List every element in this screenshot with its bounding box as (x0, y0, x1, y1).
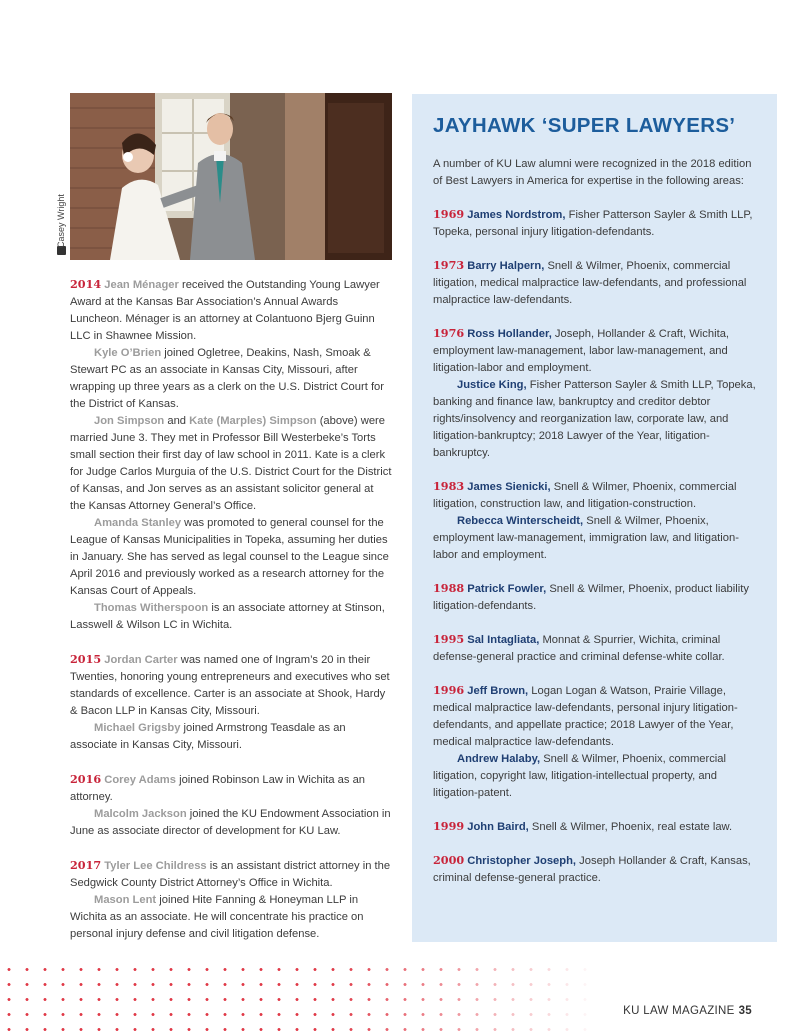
entry-name: James Sienicki, (467, 481, 551, 493)
wedding-photo-image (70, 93, 392, 260)
photo-credit (56, 180, 68, 260)
note-text: (above) were married June 3. They met in Professor Bill Westerbeke’s Torts small section their first day of law school in 2011. Kate is a clerk for Judge Carlos Murguia of the U.S. District Court for the District of Kansas, and Jon serves as an assistant solicitor general at the Kansas Attorney General’s Office. (70, 415, 392, 512)
entry-year: 1999 (433, 819, 465, 833)
note-year: 2017 (70, 858, 102, 872)
lawyer-entry-2000 (433, 852, 757, 887)
photo-credit-text: Casey Wright (56, 194, 66, 248)
magazine-name: KU LAW MAGAZINE (623, 1005, 735, 1017)
entry-name: Justice King, (457, 379, 527, 391)
page-footer (623, 1005, 752, 1017)
entry-year: 2000 (433, 853, 465, 867)
note-name: Thomas Witherspoon (94, 602, 209, 614)
note-2016 (70, 771, 392, 806)
entry-text: Fisher Patterson Sayler & Smith LLP, Topeka, banking and finance law, bankruptcy and creditor debtor rights/insolvency and reorganization law, corporate law, and litigation-bankruptcy; 2018 Lawyer of the Year, litigation-bankruptcy. (433, 379, 756, 459)
wedding-photo (70, 93, 392, 260)
entry-name: Rebecca Winterscheidt, (457, 515, 584, 527)
entry-text: Snell & Wilmer, Phoenix, product liability litigation-defendants. (433, 583, 749, 612)
entry-text: Snell & Wilmer, Phoenix, commercial litigation, copyright law, litigation-intellectual property, and litigation-patent. (433, 753, 727, 799)
entry-text: Snell & Wilmer, Phoenix, employment law-management, immigration law, and litigation-labor and employment. (433, 515, 739, 561)
note-text: joined Robinson Law in Wichita as an attorney. (70, 774, 366, 803)
note-year: 2015 (70, 652, 102, 666)
entry-text: Monnat & Spurrier, Wichita, criminal defense-general practice and criminal defense-white collar. (433, 634, 725, 663)
entry-text: Fisher Patterson Sayler & Smith LLP, Topeka, personal injury litigation-defendants. (433, 209, 753, 238)
note-2015 (70, 651, 392, 720)
note-item (70, 413, 392, 515)
super-lawyers-sidebar (412, 94, 777, 942)
sidebar-title: JAYHAWK ‘SUPER LAWYERS’ (433, 114, 736, 137)
entry-text: Snell & Wilmer, Phoenix, commercial litigation, medical malpractice law-defendants, and professional malpractice law-defendants. (433, 260, 747, 306)
lawyer-entry-1976 (433, 325, 757, 462)
decorative-dot-pattern (0, 962, 600, 1035)
lawyer-entry-1988 (433, 580, 757, 615)
note-text: and (164, 415, 190, 427)
note-name: Jon Simpson (94, 415, 165, 427)
note-text: joined Armstrong Teasdale as an associate in Kansas City, Missouri. (70, 722, 346, 751)
note-name: Mason Lent (94, 894, 157, 906)
entry-name: Barry Halpern, (467, 260, 545, 272)
entry-name: Patrick Fowler, (467, 583, 547, 595)
entry-name: Andrew Halaby, (457, 753, 541, 765)
entry-year: 1976 (433, 326, 465, 340)
page-number: 35 (738, 1005, 752, 1017)
note-text: was promoted to general counsel for the League of Kansas Municipalities in Topeka, assuming her duties in January. She has served as legal counsel to the League since April 2016 and previously worked as a research attorney for the Kansas Court of Appeals. (70, 517, 389, 597)
lawyer-entry-1995 (433, 631, 757, 666)
entry-text: Snell & Wilmer, Phoenix, commercial litigation, construction law, and litigation-construction. (433, 481, 737, 510)
entry-name: James Nordstrom, (467, 209, 566, 221)
entry-name: Jeff Brown, (467, 685, 529, 697)
note-text: joined Hite Fanning & Honeyman LLP in Wichita as an associate. He will concentrate his practice on personal injury defense and civil litigation defense. (70, 894, 364, 940)
note-item (70, 720, 392, 754)
lawyer-entry-1996 (433, 682, 757, 802)
entry-name: John Baird, (467, 821, 529, 833)
class-notes-column (70, 276, 392, 943)
entry-name: Sal Intagliata, (467, 634, 540, 646)
note-item (70, 892, 392, 943)
note-item (70, 345, 392, 413)
note-year: 2016 (70, 772, 102, 786)
note-text: is an associate attorney at Stinson, Lasswell & Wilson LC in Wichita. (70, 602, 385, 631)
entry-year: 1969 (433, 207, 465, 221)
note-text: joined Ogletree, Deakins, Nash, Smoak & Stewart PC as an associate in Kansas City, Missouri, after wrapping up three years as a clerk on the U.S. District Court for the District of Kansas. (70, 347, 385, 410)
lawyer-entry-1999 (433, 818, 757, 836)
entry-name: Ross Hollander, (467, 328, 552, 340)
note-name: Kyle O’Brien (94, 347, 162, 359)
lawyer-entry-1983 (433, 478, 757, 564)
note-name: Tyler Lee Childress (104, 860, 207, 872)
note-year: 2014 (70, 277, 102, 291)
note-name: Malcolm Jackson (94, 808, 187, 820)
entry-text: Joseph, Hollander & Craft, Wichita, employment law-management, labor law-management, and litigation-labor and employment. (433, 328, 730, 374)
lawyer-entry-1969 (433, 206, 757, 241)
note-name: Jordan Carter (104, 654, 178, 666)
entry-year: 1996 (433, 683, 465, 697)
entry-text: Joseph Hollander & Craft, Kansas, criminal defense-general practice. (433, 855, 751, 884)
note-name: Jean Ménager (104, 279, 179, 291)
entry-year: 1995 (433, 632, 465, 646)
note-name: Amanda Stanley (94, 517, 182, 529)
note-2014 (70, 276, 392, 345)
entry-text: Snell & Wilmer, Phoenix, real estate law. (528, 821, 733, 833)
entry-text: Logan Logan & Watson, Prairie Village, medical malpractice law-defendants, personal injury litigation-defendants, and appellate practice; 2018 Lawyer of the Year, medical malpractice law-defendants. (433, 685, 738, 748)
entry-year: 1983 (433, 479, 465, 493)
entry-year: 1973 (433, 258, 465, 272)
note-name: Kate (Marples) Simpson (189, 415, 317, 427)
note-text: joined the KU Endowment Association in June as associate director of development for KU Law. (70, 808, 391, 837)
note-text: received the Outstanding Young Lawyer Award at the Kansas Bar Association’s Annual Awards Luncheon. Ménager is an attorney at Colantuono Bjerg Guinn LLC in Shawnee Mission. (70, 279, 380, 342)
note-text: was named one of Ingram’s 20 in their Twenties, honoring young entrepreneurs and executives who set standards of excellence. Carter is an associate at Shook, Hardy & Bacon LLP in Kansas City, Missouri. (70, 654, 390, 717)
lawyer-entry-1973 (433, 257, 757, 309)
entry-year: 1988 (433, 581, 465, 595)
note-item (70, 515, 392, 600)
note-name: Corey Adams (104, 774, 176, 786)
entry-name: Christopher Joseph, (467, 855, 577, 867)
note-text: is an assistant district attorney in the Sedgwick County District Attorney’s Office in Wichita. (70, 860, 391, 889)
note-name: Michael Grigsby (94, 722, 181, 734)
note-2017 (70, 857, 392, 892)
note-item (70, 806, 392, 840)
sidebar-intro: A number of KU Law alumni were recognized in the 2018 edition of Best Lawyers in America for expertise in the following areas: (433, 158, 752, 187)
note-item (70, 600, 392, 634)
